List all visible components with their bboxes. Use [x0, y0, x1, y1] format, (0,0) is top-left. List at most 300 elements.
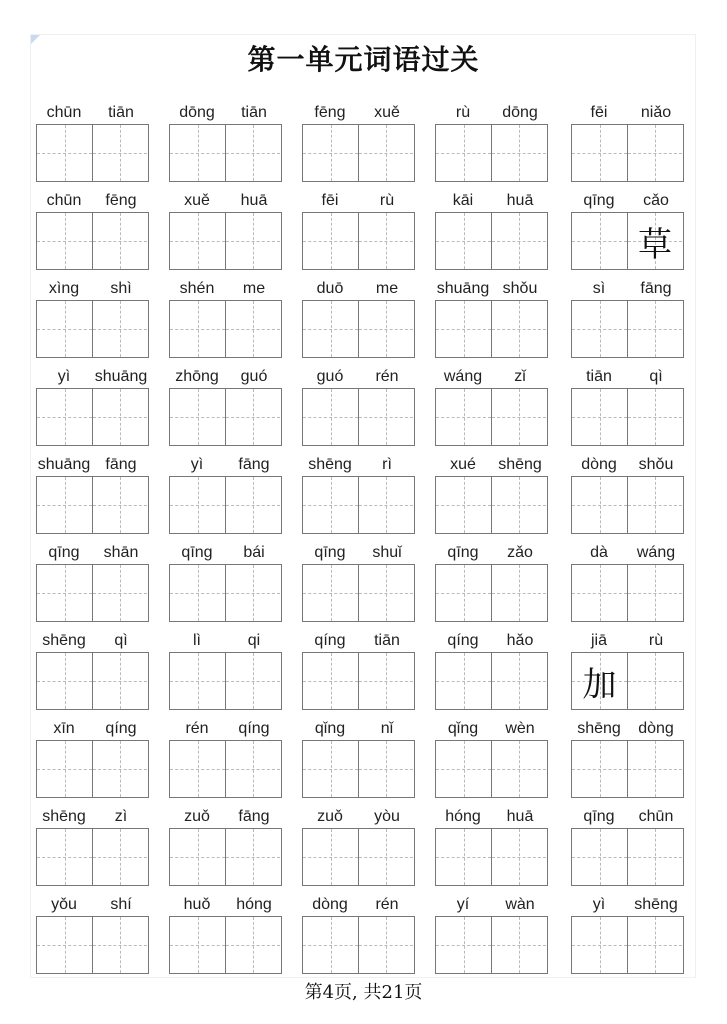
- writing-cell[interactable]: [572, 213, 627, 269]
- pinyin-syllable: wàn: [505, 896, 535, 913]
- writing-cell[interactable]: [225, 565, 280, 621]
- vocab-word: [302, 801, 415, 889]
- pinyin-syllable: wáng: [636, 544, 676, 561]
- filled-character: [226, 653, 280, 709]
- tianzige-boxes: [36, 124, 149, 182]
- pinyin-syllable: qì: [114, 632, 128, 649]
- pinyin-label: [302, 368, 415, 388]
- pinyin-syllable: fēi: [590, 104, 608, 121]
- filled-character: 草: [638, 224, 672, 265]
- vocab-word: [571, 97, 684, 185]
- filled-character: [37, 389, 92, 445]
- writing-cell[interactable]: [491, 389, 546, 445]
- pinyin-label: [169, 632, 282, 652]
- writing-cell[interactable]: [436, 477, 491, 533]
- writing-cell[interactable]: [358, 213, 413, 269]
- vocab-word: [169, 713, 282, 801]
- filled-character: [572, 917, 627, 973]
- writing-cell[interactable]: [170, 389, 225, 445]
- vocab-word: [36, 449, 149, 537]
- writing-cell[interactable]: [491, 565, 546, 621]
- tianzige-boxes: [169, 828, 282, 886]
- writing-cell[interactable]: [627, 125, 682, 181]
- pinyin-syllable: huā: [240, 192, 268, 209]
- writing-cell[interactable]: [491, 213, 546, 269]
- writing-cell[interactable]: [627, 213, 682, 269]
- pinyin-syllable: fēng: [314, 104, 346, 121]
- tianzige-boxes: [571, 916, 684, 974]
- vocab-word: [302, 713, 415, 801]
- pinyin-syllable: qīng: [314, 544, 346, 561]
- tianzige-boxes: [36, 740, 149, 798]
- tianzige-boxes: [169, 388, 282, 446]
- pinyin-syllable: fāng: [238, 808, 270, 825]
- word-row: [36, 185, 691, 273]
- tianzige-boxes: [435, 124, 548, 182]
- vocab-word: [36, 801, 149, 889]
- writing-cell[interactable]: [170, 741, 225, 797]
- writing-cell[interactable]: [37, 917, 92, 973]
- filled-character: [572, 301, 627, 357]
- tianzige-boxes: [302, 212, 415, 270]
- writing-cell[interactable]: [303, 301, 358, 357]
- filled-character: [170, 389, 225, 445]
- writing-cell[interactable]: [37, 741, 92, 797]
- pinyin-label: [169, 544, 282, 564]
- filled-character: [628, 565, 682, 621]
- writing-cell[interactable]: [37, 565, 92, 621]
- filled-character: [359, 917, 413, 973]
- filled-character: [303, 213, 358, 269]
- filled-character: [303, 301, 358, 357]
- pinyin-syllable: yǒu: [51, 896, 77, 913]
- writing-cell[interactable]: [225, 301, 280, 357]
- vocab-word: [435, 889, 548, 977]
- pinyin-syllable: hǎo: [506, 632, 534, 649]
- word-row: [36, 537, 691, 625]
- tianzige-boxes: [169, 476, 282, 534]
- writing-cell[interactable]: [436, 829, 491, 885]
- filled-character: [93, 565, 147, 621]
- pinyin-syllable: qíng: [447, 632, 479, 649]
- pinyin-syllable: qíng: [105, 720, 137, 737]
- writing-cell[interactable]: [358, 125, 413, 181]
- writing-cell[interactable]: [303, 477, 358, 533]
- writing-cell[interactable]: [358, 301, 413, 357]
- writing-cell[interactable]: [92, 389, 147, 445]
- pinyin-label: [169, 456, 282, 476]
- pinyin-syllable: qǐng: [314, 720, 346, 737]
- filled-character: [628, 301, 682, 357]
- vocab-word: [169, 801, 282, 889]
- vocab-word: [435, 361, 548, 449]
- writing-cell[interactable]: [491, 125, 546, 181]
- tianzige-boxes: [169, 124, 282, 182]
- pinyin-label: [435, 544, 548, 564]
- filled-character: [37, 917, 92, 973]
- vocab-word: [169, 625, 282, 713]
- filled-character: [170, 741, 225, 797]
- writing-cell[interactable]: [225, 125, 280, 181]
- tianzige-boxes: [36, 652, 149, 710]
- tianzige-boxes: [302, 124, 415, 182]
- tianzige-boxes: [435, 476, 548, 534]
- writing-cell[interactable]: [170, 653, 225, 709]
- filled-character: [303, 917, 358, 973]
- writing-cell[interactable]: [491, 477, 546, 533]
- pinyin-syllable: bái: [243, 544, 265, 561]
- pinyin-syllable: rù: [455, 104, 471, 121]
- writing-cell[interactable]: [225, 741, 280, 797]
- writing-cell[interactable]: [225, 917, 280, 973]
- filled-character: [93, 477, 147, 533]
- pinyin-syllable: shēng: [42, 632, 86, 649]
- filled-character: [436, 213, 491, 269]
- writing-cell[interactable]: [303, 389, 358, 445]
- writing-cell[interactable]: [92, 301, 147, 357]
- pinyin-syllable: qǐng: [447, 720, 479, 737]
- writing-cell[interactable]: [572, 565, 627, 621]
- writing-cell[interactable]: [491, 829, 546, 885]
- pinyin-syllable: rù: [648, 632, 664, 649]
- pinyin-syllable: duō: [316, 280, 344, 297]
- pinyin-label: [571, 544, 684, 564]
- writing-cell[interactable]: [170, 213, 225, 269]
- pinyin-syllable: rén: [375, 368, 399, 385]
- filled-character: [170, 477, 225, 533]
- tianzige-boxes: [36, 388, 149, 446]
- pinyin-syllable: shān: [103, 544, 139, 561]
- pinyin-label: [302, 192, 415, 212]
- writing-cell[interactable]: [358, 653, 413, 709]
- pinyin-syllable: tiān: [108, 104, 134, 121]
- writing-cell[interactable]: [627, 389, 682, 445]
- filled-character: [628, 389, 682, 445]
- tianzige-boxes: [36, 564, 149, 622]
- vocab-word: [435, 713, 548, 801]
- writing-cell[interactable]: [92, 653, 147, 709]
- pinyin-label: [435, 104, 548, 124]
- vocab-word: [169, 273, 282, 361]
- pinyin-syllable: shuāng: [37, 456, 91, 473]
- filled-character: [436, 653, 491, 709]
- filled-character: [359, 301, 413, 357]
- vocab-word: [169, 449, 282, 537]
- vocab-word: [36, 889, 149, 977]
- pinyin-syllable: fēi: [321, 192, 339, 209]
- filled-character: [359, 125, 413, 181]
- vocab-word: [435, 537, 548, 625]
- pinyin-label: [302, 280, 415, 300]
- vocab-word: [435, 625, 548, 713]
- writing-cell[interactable]: [225, 477, 280, 533]
- pinyin-syllable: zǎo: [507, 544, 533, 561]
- pinyin-syllable: guó: [316, 368, 344, 385]
- pinyin-syllable: huā: [506, 808, 534, 825]
- writing-cell[interactable]: [303, 653, 358, 709]
- filled-character: [37, 829, 92, 885]
- pinyin-syllable: shí: [110, 896, 132, 913]
- pinyin-syllable: fāng: [640, 280, 672, 297]
- writing-cell[interactable]: [627, 829, 682, 885]
- filled-character: [93, 389, 147, 445]
- writing-cell[interactable]: [436, 741, 491, 797]
- pinyin-syllable: tiān: [241, 104, 267, 121]
- tianzige-boxes: [36, 828, 149, 886]
- writing-cell[interactable]: [491, 741, 546, 797]
- filled-character: [436, 125, 491, 181]
- pinyin-label: [571, 456, 684, 476]
- vocab-word: [169, 537, 282, 625]
- tianzige-boxes: [435, 916, 548, 974]
- filled-character: [572, 389, 627, 445]
- writing-cell[interactable]: [170, 917, 225, 973]
- vocab-word: [36, 361, 149, 449]
- pinyin-syllable: kāi: [452, 192, 474, 209]
- vocab-word: [571, 713, 684, 801]
- filled-character: [572, 125, 627, 181]
- tianzige-boxes: [435, 740, 548, 798]
- filled-character: [492, 389, 546, 445]
- filled-character: [37, 653, 92, 709]
- writing-cell[interactable]: [358, 565, 413, 621]
- writing-cell[interactable]: [303, 741, 358, 797]
- writing-cell[interactable]: [436, 917, 491, 973]
- filled-character: [492, 213, 546, 269]
- writing-cell[interactable]: [303, 213, 358, 269]
- pinyin-syllable: chūn: [46, 192, 82, 209]
- filled-character: [170, 653, 225, 709]
- tianzige-boxes: [571, 300, 684, 358]
- writing-cell[interactable]: [170, 301, 225, 357]
- pinyin-label: [169, 808, 282, 828]
- tianzige-boxes: [169, 916, 282, 974]
- pinyin-label: [571, 192, 684, 212]
- pinyin-syllable: dōng: [502, 104, 538, 121]
- vocab-word: [302, 97, 415, 185]
- writing-cell[interactable]: [572, 477, 627, 533]
- writing-cell[interactable]: [491, 917, 546, 973]
- filled-character: [359, 829, 413, 885]
- tianzige-boxes: [571, 740, 684, 798]
- vocab-word: [169, 361, 282, 449]
- writing-cell[interactable]: [92, 741, 147, 797]
- tianzige-boxes: [435, 300, 548, 358]
- writing-cell[interactable]: [572, 125, 627, 181]
- tianzige-boxes: [571, 652, 684, 710]
- vocab-word: [169, 97, 282, 185]
- filled-character: [572, 213, 627, 269]
- writing-cell[interactable]: [572, 917, 627, 973]
- writing-cell[interactable]: [170, 125, 225, 181]
- writing-cell[interactable]: [92, 565, 147, 621]
- writing-cell[interactable]: [627, 565, 682, 621]
- pinyin-syllable: sì: [592, 280, 606, 297]
- writing-cell[interactable]: [225, 389, 280, 445]
- pinyin-syllable: hóng: [236, 896, 272, 913]
- writing-cell[interactable]: [627, 741, 682, 797]
- pinyin-syllable: dòng: [581, 456, 617, 473]
- writing-cell[interactable]: [37, 653, 92, 709]
- filled-character: [492, 829, 546, 885]
- writing-cell[interactable]: [37, 477, 92, 533]
- writing-cell[interactable]: [225, 829, 280, 885]
- tianzige-boxes: [169, 564, 282, 622]
- page-footer: 第4页, 共21页: [304, 982, 423, 1003]
- vocab-word: [302, 185, 415, 273]
- filled-character: [492, 125, 546, 181]
- pinyin-label: [302, 104, 415, 124]
- writing-cell[interactable]: [358, 829, 413, 885]
- pinyin-syllable: shēng: [42, 808, 86, 825]
- pinyin-label: [169, 720, 282, 740]
- pinyin-syllable: qīng: [583, 192, 615, 209]
- writing-cell[interactable]: [358, 389, 413, 445]
- writing-cell[interactable]: [572, 389, 627, 445]
- pinyin-label: [435, 456, 548, 476]
- pinyin-syllable: shì: [110, 280, 132, 297]
- writing-cell[interactable]: [572, 741, 627, 797]
- tianzige-boxes: [169, 300, 282, 358]
- pinyin-syllable: shēng: [577, 720, 621, 737]
- pinyin-label: [571, 104, 684, 124]
- vocab-word: [36, 185, 149, 273]
- word-row: [36, 273, 691, 361]
- pinyin-syllable: rén: [185, 720, 209, 737]
- writing-cell[interactable]: [627, 653, 682, 709]
- writing-cell[interactable]: [627, 917, 682, 973]
- pinyin-label: [302, 544, 415, 564]
- vocab-word: [302, 449, 415, 537]
- writing-cell[interactable]: [491, 653, 546, 709]
- vocab-word: [302, 537, 415, 625]
- pinyin-label: [571, 808, 684, 828]
- writing-cell[interactable]: [572, 653, 627, 709]
- pinyin-syllable: shuǐ: [372, 544, 402, 561]
- writing-cell[interactable]: [170, 829, 225, 885]
- writing-cell[interactable]: [170, 477, 225, 533]
- filled-character: [93, 829, 147, 885]
- tianzige-boxes: [302, 828, 415, 886]
- writing-cell[interactable]: [37, 125, 92, 181]
- pinyin-label: [435, 808, 548, 828]
- writing-cell[interactable]: [436, 389, 491, 445]
- writing-cell[interactable]: [225, 213, 280, 269]
- pinyin-syllable: guó: [240, 368, 268, 385]
- writing-cell[interactable]: [572, 829, 627, 885]
- filled-character: [359, 389, 413, 445]
- pinyin-syllable: cǎo: [643, 192, 669, 209]
- pinyin-syllable: lì: [193, 632, 201, 649]
- writing-cell[interactable]: [358, 741, 413, 797]
- pinyin-label: [571, 632, 684, 652]
- tianzige-boxes: [169, 212, 282, 270]
- writing-cell[interactable]: [92, 829, 147, 885]
- pinyin-label: [36, 896, 149, 916]
- writing-cell[interactable]: [358, 477, 413, 533]
- filled-character: [226, 565, 280, 621]
- vocab-word: [571, 185, 684, 273]
- pinyin-syllable: xìng: [48, 280, 80, 297]
- pinyin-label: [302, 456, 415, 476]
- pinyin-syllable: rù: [379, 192, 395, 209]
- writing-cell[interactable]: [92, 917, 147, 973]
- writing-cell[interactable]: [92, 213, 147, 269]
- pinyin-syllable: rì: [382, 456, 392, 473]
- writing-cell[interactable]: [92, 125, 147, 181]
- filled-character: [492, 741, 546, 797]
- writing-cell[interactable]: [627, 301, 682, 357]
- writing-cell[interactable]: [572, 301, 627, 357]
- pinyin-syllable: yì: [592, 896, 606, 913]
- pinyin-syllable: xuě: [184, 192, 210, 209]
- vocab-word: [169, 889, 282, 977]
- writing-cell[interactable]: [436, 301, 491, 357]
- pinyin-label: [571, 720, 684, 740]
- pinyin-label: [435, 632, 548, 652]
- pinyin-syllable: shuāng: [94, 368, 148, 385]
- writing-cell[interactable]: [436, 125, 491, 181]
- pinyin-syllable: jiā: [590, 632, 607, 649]
- writing-cell[interactable]: [436, 565, 491, 621]
- writing-cell[interactable]: [436, 653, 491, 709]
- pinyin-label: [36, 544, 149, 564]
- pinyin-label: [36, 456, 149, 476]
- pinyin-syllable: qi: [247, 632, 261, 649]
- pinyin-syllable: xué: [450, 456, 476, 473]
- writing-cell[interactable]: [225, 653, 280, 709]
- tianzige-boxes: [36, 476, 149, 534]
- tianzige-boxes: [169, 740, 282, 798]
- pinyin-syllable: qì: [649, 368, 663, 385]
- writing-cell[interactable]: [37, 301, 92, 357]
- vocab-word: [169, 185, 282, 273]
- tianzige-boxes: [36, 916, 149, 974]
- filled-character: [492, 477, 546, 533]
- pinyin-syllable: qīng: [48, 544, 80, 561]
- writing-cell[interactable]: [627, 477, 682, 533]
- pinyin-label: [435, 192, 548, 212]
- writing-cell[interactable]: [303, 829, 358, 885]
- writing-cell[interactable]: [303, 917, 358, 973]
- writing-cell[interactable]: [436, 213, 491, 269]
- writing-cell[interactable]: [303, 565, 358, 621]
- tianzige-boxes: [435, 828, 548, 886]
- filled-character: [93, 213, 147, 269]
- filled-character: [226, 301, 280, 357]
- pinyin-label: [435, 896, 548, 916]
- filled-character: [359, 741, 413, 797]
- writing-cell[interactable]: [37, 389, 92, 445]
- pinyin-syllable: shǒu: [502, 280, 538, 297]
- filled-character: [93, 125, 147, 181]
- filled-character: [628, 741, 682, 797]
- writing-cell[interactable]: [37, 829, 92, 885]
- tianzige-boxes: [36, 300, 149, 358]
- pinyin-syllable: huǒ: [183, 896, 211, 913]
- writing-cell[interactable]: [358, 917, 413, 973]
- vocab-word: [435, 273, 548, 361]
- writing-cell[interactable]: [491, 301, 546, 357]
- filled-character: [93, 301, 147, 357]
- pinyin-syllable: hóng: [445, 808, 481, 825]
- pinyin-label: [571, 896, 684, 916]
- writing-cell[interactable]: [37, 213, 92, 269]
- writing-cell[interactable]: [303, 125, 358, 181]
- writing-cell[interactable]: [170, 565, 225, 621]
- filled-character: [303, 477, 358, 533]
- writing-cell[interactable]: [92, 477, 147, 533]
